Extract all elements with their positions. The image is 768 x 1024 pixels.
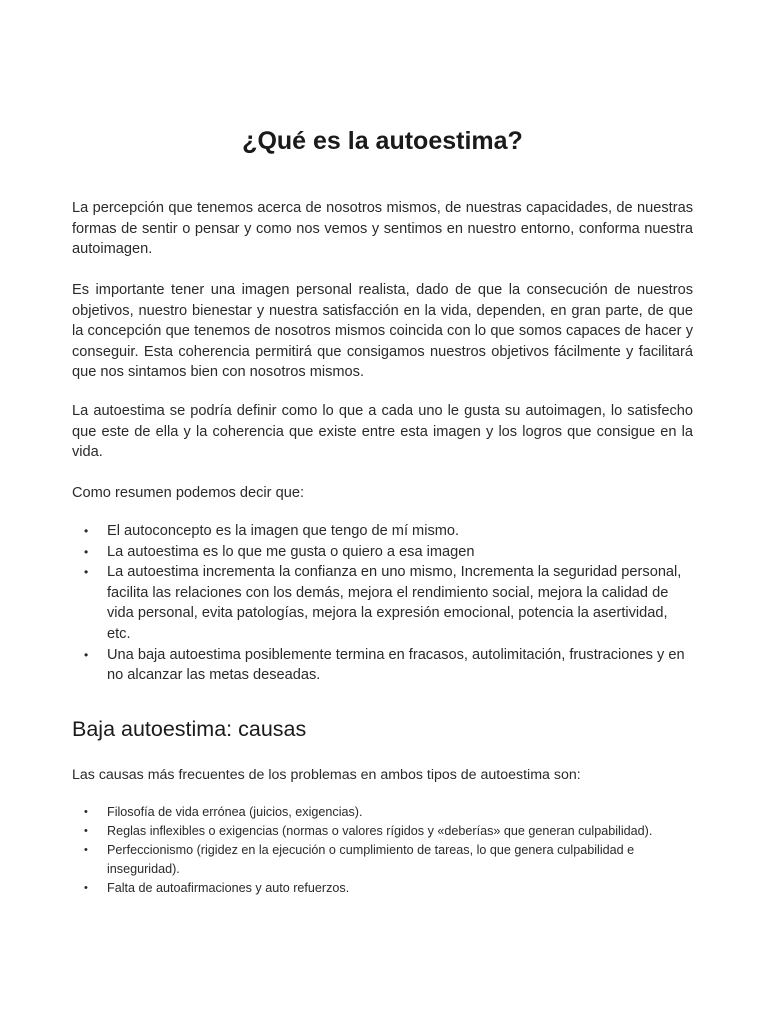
- list-item-text: Perfeccionismo (rigidez en la ejecución o cumplimiento de tareas, lo que genera culpabilidad e inseguridad).: [107, 843, 635, 876]
- bullet-icon: •: [84, 844, 88, 856]
- list-item-text: El autoconcepto es la imagen que tengo de mí mismo.: [107, 523, 460, 539]
- section-intro: Las causas más frecuentes de los problemas en ambos tipos de autoestima son:: [72, 767, 581, 783]
- page-title: ¿Qué es la autoestima?: [242, 127, 523, 155]
- list-item-text: La autoestima incrementa la confianza en uno mismo, Incrementa la seguridad personal, facilita las relaciones con los demás, mejora el rendimiento social, mejora la calidad de vida personal, evita patologías, mejora la expresión emocional, potencia la asertividad, etc.: [107, 564, 682, 642]
- bullet-icon: •: [84, 806, 88, 818]
- bullet-icon: •: [84, 647, 89, 662]
- list-item-text: Filosofía de vida errónea (juicios, exigencias).: [107, 805, 363, 819]
- paragraph-definicion-autoestima: La autoestima se podría definir como lo que a cada uno le gusta su autoimagen, lo satisfecho que este de ella y la coherencia que existe entre esta imagen y los logros que consigue en la vida.: [72, 403, 693, 461]
- paragraph-imagen-realista: Es importante tener una imagen personal realista, dado de que la consecución de nuestros objetivos, nuestro bienestar y nuestra satisfacción en la vida, dependen, en gran parte, de que la concepción que tenemos de nosotros mismos coincida con lo que somos capaces de hacer y conseguir. Esta coherencia permitirá que consigamos nuestros objetivos fácilmente y facilitará que nos sintamos bien con nosotros mismos.: [72, 282, 693, 381]
- bullet-icon: •: [84, 825, 88, 837]
- list-item-text: Reglas inflexibles o exigencias (normas o valores rígidos y «deberías» que generan culpabilidad).: [107, 824, 653, 838]
- section-heading: Baja autoestima: causas: [72, 717, 307, 741]
- bullet-icon: •: [84, 524, 89, 538]
- list-item: [72, 521, 693, 542]
- list-item-text: Falta de autoafirmaciones y auto refuerzos.: [107, 881, 350, 895]
- bullet-icon: •: [84, 544, 89, 559]
- list-item-text: Una baja autoestima posiblemente termina en fracasos, autolimitación, frustraciones y en no alcanzar las metas deseadas.: [107, 646, 685, 684]
- list-item: [72, 542, 693, 563]
- list-item: [72, 562, 693, 644]
- summary-bullet-list: [72, 521, 693, 686]
- list-item: [72, 645, 693, 686]
- list-item: [72, 803, 693, 822]
- list-item: [72, 841, 693, 879]
- bullet-icon: •: [84, 882, 88, 894]
- list-item: [72, 822, 693, 841]
- paragraph-resumen-intro: Como resumen podemos decir que:: [72, 485, 304, 501]
- paragraph-autoimagen: La percepción que tenemos acerca de nosotros mismos, de nuestras capacidades, de nuestras formas de sentir o pensar y como nos vemos y sentimos en nuestro entorno, conforma nuestra autoimagen.: [72, 200, 693, 258]
- list-item: [72, 879, 693, 898]
- list-item-text: La autoestima es lo que me gusta o quiero a esa imagen: [107, 543, 475, 560]
- bullet-icon: •: [84, 565, 89, 580]
- causes-bullet-list: [72, 803, 693, 898]
